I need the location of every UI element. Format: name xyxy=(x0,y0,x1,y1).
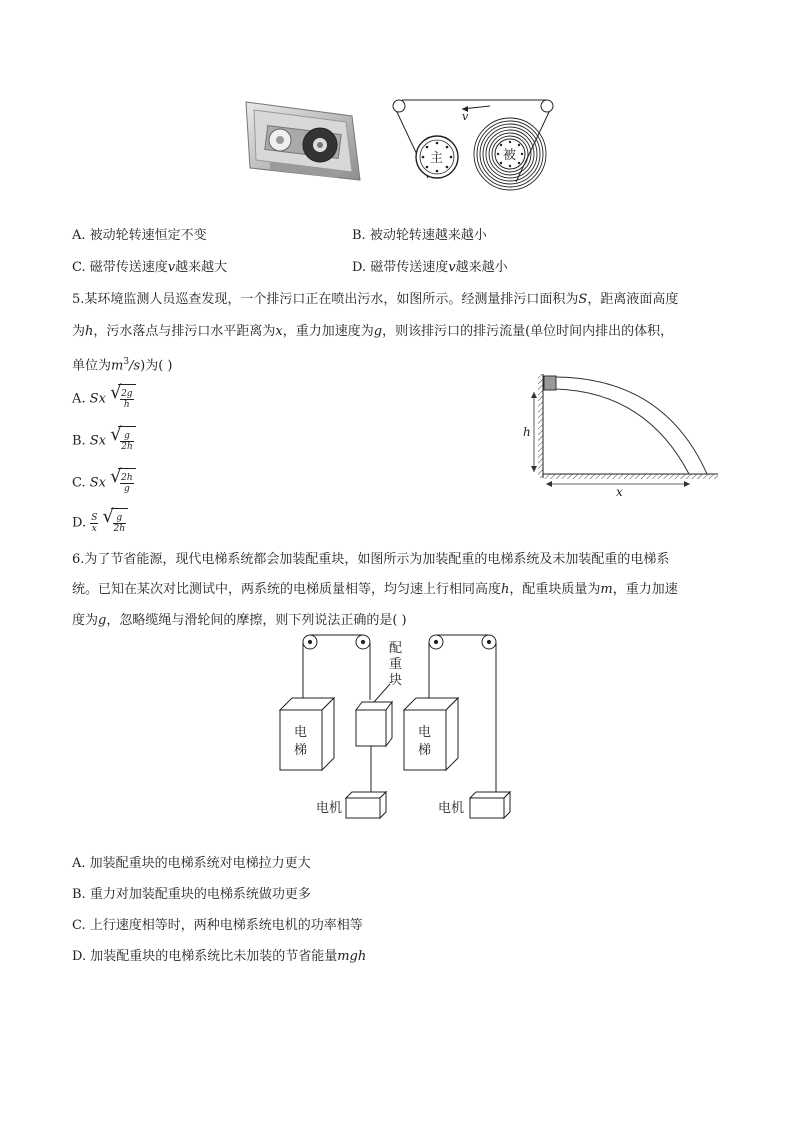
q4-option-d[interactable] xyxy=(352,258,508,278)
fig-driven-reel-label: 被 xyxy=(503,148,517,163)
q6-option-b[interactable]: B. 重力对加装配重块的电梯系统做功更多 xyxy=(72,887,311,902)
q4-option-d-text2: 越来越小 xyxy=(455,260,508,275)
q5-text: 单位为 xyxy=(72,358,112,374)
q4-option-d-var: v xyxy=(448,260,456,275)
elevator-systems-figure xyxy=(270,632,522,828)
q5-unit-exp: 3 xyxy=(123,357,130,367)
fig-elevator-right-label-2: 梯 xyxy=(418,743,432,758)
q5-option-d-fden: x xyxy=(91,523,97,534)
fig-elevator-left-label-1: 电 xyxy=(294,725,308,740)
q5-option-a-den: h xyxy=(123,400,130,410)
q5-option-b-num: g xyxy=(120,431,134,442)
q4-option-a[interactable]: A. 被动轮转速恒定不变 xyxy=(72,228,207,243)
q6-option-d-var: mgh xyxy=(337,949,367,964)
q5-unit: m xyxy=(111,358,124,374)
q5-option-d[interactable] xyxy=(72,508,128,538)
fig-drive-reel-label: 主 xyxy=(430,151,444,166)
q5-option-c-num: 2h xyxy=(121,473,133,483)
q6-text: ，重力加速 xyxy=(612,582,678,597)
q6-text: 统。已知在某次对比测试中，两系统的电梯质量相等，均匀速上行相同高度 xyxy=(72,582,502,597)
q6-option-c[interactable]: C. 上行速度相等时，两种电梯系统电机的功率相等 xyxy=(72,918,363,933)
q6-stem-line3 xyxy=(72,611,407,631)
fig-elevator-right-label-1: 电 xyxy=(418,725,432,740)
q5-option-b-label: B. xyxy=(72,433,86,449)
fig-x-label: x xyxy=(616,485,623,499)
q5-var-x: x xyxy=(275,324,283,339)
q5-option-d-den: 2h xyxy=(113,524,126,534)
q5-option-c-den: g xyxy=(124,484,130,494)
q5-text: ，污水落点与排污口水平距离为 xyxy=(93,324,276,339)
q5-text: ，距离液面高度 xyxy=(587,292,679,307)
q5-text: )为( ) xyxy=(140,358,173,374)
q6-stem-line2 xyxy=(72,580,678,600)
fig-counterweight-label-2: 重 xyxy=(389,657,403,672)
q6-option-a[interactable]: A. 加装配重块的电梯系统对电梯拉力更大 xyxy=(72,856,311,871)
q5-var-h: h xyxy=(85,324,94,339)
q5-var-s: S xyxy=(578,292,588,307)
q4-option-c-text: C. 磁带传送速度 xyxy=(72,260,168,275)
q5-text: 为 xyxy=(72,324,86,339)
q5-option-b-expr: Sx xyxy=(89,433,107,449)
q5-option-d-sqrt: √ $\frac{g}{2h}$ xyxy=(103,508,129,538)
q6-stem-line1: 6.为了节省能源，现代电梯系统都会加装配重块，如图所示为加装配重的电梯系统及未加装配重的电梯系 xyxy=(72,552,670,567)
q5-stem-line1 xyxy=(72,290,678,310)
fig-counterweight-label-3: 块 xyxy=(389,673,403,688)
sewage-outlet-figure xyxy=(514,368,720,500)
q6-option-d[interactable] xyxy=(72,947,366,967)
q6-var-g: g xyxy=(98,613,107,628)
q6-text: ，忽略缆绳与滑轮间的摩擦，则下列说法正确的是( ) xyxy=(106,613,407,628)
tape-schematic xyxy=(390,96,556,192)
q5-option-d-frac xyxy=(90,513,98,534)
q5-stem-line3 xyxy=(72,352,173,376)
fig-h-label: h xyxy=(523,425,531,439)
q4-option-b[interactable]: B. 被动轮转速越来越小 xyxy=(352,228,487,243)
q5-unit2: /s xyxy=(129,358,141,374)
fig-elevator-left-label-2: 梯 xyxy=(294,743,308,758)
q5-option-c-label: C. xyxy=(72,475,86,491)
q6-option-d-text: D. 加装配重块的电梯系统比未加装的节省能量 xyxy=(72,949,338,964)
q4-option-c-var: v xyxy=(167,260,176,275)
q5-option-a-expr: Sx xyxy=(89,391,106,407)
q6-var-m: m xyxy=(600,582,613,597)
q4-option-c[interactable] xyxy=(72,258,227,278)
q5-option-d-label: D. xyxy=(72,515,87,531)
q5-option-d-num: g xyxy=(113,513,127,524)
fig-motor-right-label: 电机 xyxy=(438,801,465,816)
q5-stem-line2 xyxy=(72,322,673,342)
q5-text: ，则该排污口的排污流量(单位时间内排出的体积， xyxy=(382,324,674,339)
q5-option-c-sqrt: √ $\frac{2h}{g}$ xyxy=(110,468,136,498)
q4-option-d-text: D. 磁带传送速度 xyxy=(352,260,449,275)
q4-option-c-text2: 越来越大 xyxy=(175,260,228,275)
q6-text: 度为 xyxy=(72,613,99,628)
q5-option-c-expr: Sx xyxy=(89,475,107,491)
q5-option-b[interactable] xyxy=(72,426,136,456)
q5-text: ，重力加速度为 xyxy=(282,324,374,339)
q5-option-b-sqrt: √ $\frac{g}{2h}$ xyxy=(110,426,136,456)
q5-var-g: g xyxy=(373,324,383,339)
q6-var-h: h xyxy=(501,582,510,597)
q5-option-b-den: 2h xyxy=(121,442,133,452)
cassette-photo xyxy=(240,96,366,188)
q5-option-a[interactable] xyxy=(72,384,136,414)
q5-option-d-fnum: S xyxy=(91,512,98,523)
q5-text: 5.某环境监测人员巡查发现，一个排污口正在喷出污水，如图所示。经测量排污口面积为 xyxy=(72,292,579,307)
q5-option-a-sqrt: √ $\frac{2g}{h}$ xyxy=(110,384,136,414)
q5-option-a-num: 2g xyxy=(121,389,133,399)
q5-option-a-label: A. xyxy=(72,391,86,407)
fig-counterweight-label-1: 配 xyxy=(389,641,403,656)
fig-motor-left-label: 电机 xyxy=(316,801,343,816)
q5-option-c[interactable] xyxy=(72,468,136,498)
q6-text: ，配重块质量为 xyxy=(509,582,601,597)
fig-v-label: v xyxy=(462,110,469,123)
